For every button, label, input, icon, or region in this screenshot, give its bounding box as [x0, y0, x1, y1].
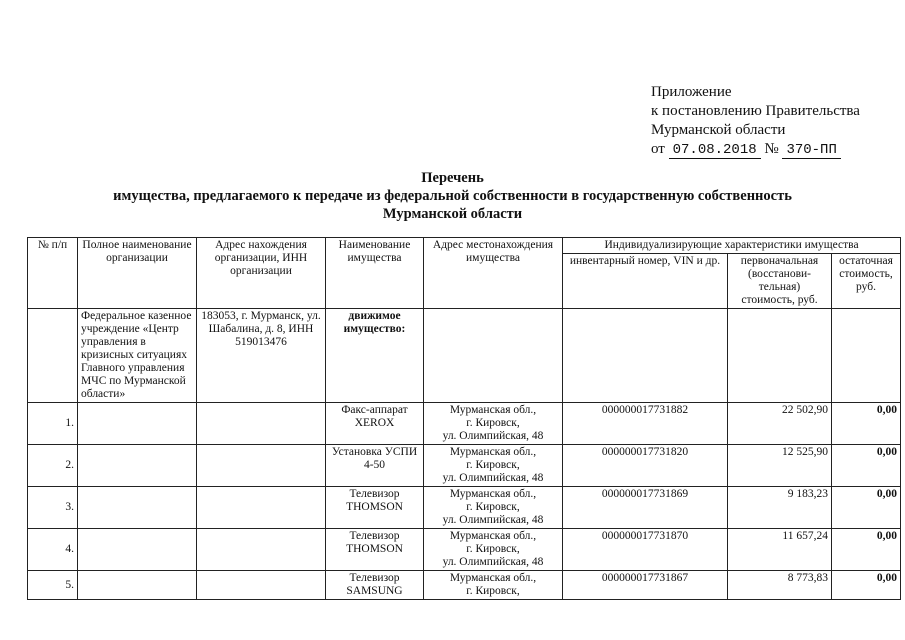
row-property-name: Телевизор THOMSON — [326, 487, 424, 529]
row-initial-cost: 9 183,23 — [728, 487, 832, 529]
row-org-empty — [78, 445, 197, 487]
location-line: ул. Олимпийская, 48 — [442, 430, 544, 442]
org-address: 183053, г. Мурманск, ул. Шабалина, д. 8, ИНН 519013476 — [197, 309, 326, 403]
row-addr-empty — [197, 445, 326, 487]
appendix-line3: Мурманской области — [651, 122, 786, 138]
row-addr-empty — [197, 403, 326, 445]
row-location — [424, 529, 563, 571]
row-property-name: Установка УСПИ 4-50 — [326, 445, 424, 487]
table-row — [28, 529, 901, 571]
property-category: движимое имущество: — [326, 309, 424, 403]
location-line: Мурманская обл., — [449, 404, 537, 416]
location-line: г. Кировск, — [466, 417, 520, 429]
row-addr-empty — [197, 529, 326, 571]
row-org-empty — [78, 487, 197, 529]
org-name: Федеральное казенное учреждение «Центр управления в кризисных ситуациях Главного управления МЧС по Мурманской области» — [78, 309, 197, 403]
title-line2: имущества, предлагаемого к передаче из федеральной собственности в государственную собственность — [113, 188, 792, 204]
row-residual-cost: 0,00 — [832, 445, 901, 487]
header-org: Полное наименование организации — [78, 238, 197, 309]
row-location — [424, 445, 563, 487]
row-inventory-number: 000000017731820 — [563, 445, 728, 487]
row-residual-cost: 0,00 — [832, 487, 901, 529]
row-inventory-number: 000000017731867 — [563, 571, 728, 600]
location-line: Мурманская обл., — [449, 488, 537, 500]
row-property-name: Телевизор THOMSON — [326, 529, 424, 571]
location-line: ул. Олимпийская, 48 — [442, 472, 544, 484]
appendix-block — [651, 83, 860, 160]
resolution-date: 07.08.2018 — [669, 142, 761, 159]
table-row — [28, 487, 901, 529]
from-label: от — [651, 141, 665, 157]
location-line: Мурманская обл., — [449, 446, 537, 458]
header-group: Индивидуализирующие характеристики имущества — [563, 238, 901, 254]
row-org-empty — [78, 571, 197, 600]
header-addr: Адрес нахождения организации, ИНН организации — [197, 238, 326, 309]
row-initial-cost: 11 657,24 — [728, 529, 832, 571]
row-initial-cost: 22 502,90 — [728, 403, 832, 445]
row-number: 1. — [28, 403, 78, 445]
row-residual-cost: 0,00 — [832, 571, 901, 600]
location-line: ул. Олимпийская, 48 — [442, 556, 544, 568]
row-number: 4. — [28, 529, 78, 571]
row-location — [424, 487, 563, 529]
title-line3: Мурманской области — [382, 206, 523, 222]
table-row — [28, 445, 901, 487]
row-residual-cost: 0,00 — [832, 529, 901, 571]
row-addr-empty — [197, 487, 326, 529]
row-number: 5. — [28, 571, 78, 600]
location-line: Мурманская обл., — [449, 530, 537, 542]
location-line: Мурманская обл., — [449, 572, 537, 584]
row-initial-cost: 8 773,83 — [728, 571, 832, 600]
location-line: г. Кировск, — [466, 459, 520, 471]
resolution-number: 370-ПП — [782, 142, 840, 159]
appendix-line1: Приложение — [651, 84, 732, 100]
appendix-date-line — [651, 140, 860, 160]
row-location — [424, 403, 563, 445]
row-residual-cost: 0,00 — [832, 403, 901, 445]
document-title — [0, 169, 905, 223]
header-inv: инвентарный номер, VIN и др. — [563, 254, 728, 309]
row-number: 2. — [28, 445, 78, 487]
number-label: № — [764, 141, 779, 157]
property-table — [27, 237, 901, 600]
row-org-empty — [78, 403, 197, 445]
row-property-name: Факс-аппарат XEROX — [326, 403, 424, 445]
header-name: Наименование имущества — [326, 238, 424, 309]
location-line: г. Кировск, — [466, 501, 520, 513]
header-num: № п/п — [28, 238, 78, 309]
row-number: 3. — [28, 487, 78, 529]
appendix-line2: к постановлению Правительства — [651, 103, 860, 119]
location-line: г. Кировск, — [466, 543, 520, 555]
row-initial-cost: 12 525,90 — [728, 445, 832, 487]
row-org-empty — [78, 529, 197, 571]
row-inventory-number: 000000017731870 — [563, 529, 728, 571]
row-inventory-number: 000000017731869 — [563, 487, 728, 529]
title-line1: Перечень — [421, 170, 484, 186]
header-initial: первоначальная (восстанови-тельная) стоимость, руб. — [728, 254, 832, 309]
row-property-name: Телевизор SAMSUNG — [326, 571, 424, 600]
row-inventory-number: 000000017731882 — [563, 403, 728, 445]
org-row — [28, 309, 901, 403]
header-residual: остаточная стоимость, руб. — [832, 254, 901, 309]
location-line: ул. Олимпийская, 48 — [442, 514, 544, 526]
table-row — [28, 403, 901, 445]
table-row — [28, 571, 901, 600]
row-location — [424, 571, 563, 600]
row-addr-empty — [197, 571, 326, 600]
header-location: Адрес местонахождения имущества — [424, 238, 563, 309]
location-line: г. Кировск, — [466, 585, 520, 597]
